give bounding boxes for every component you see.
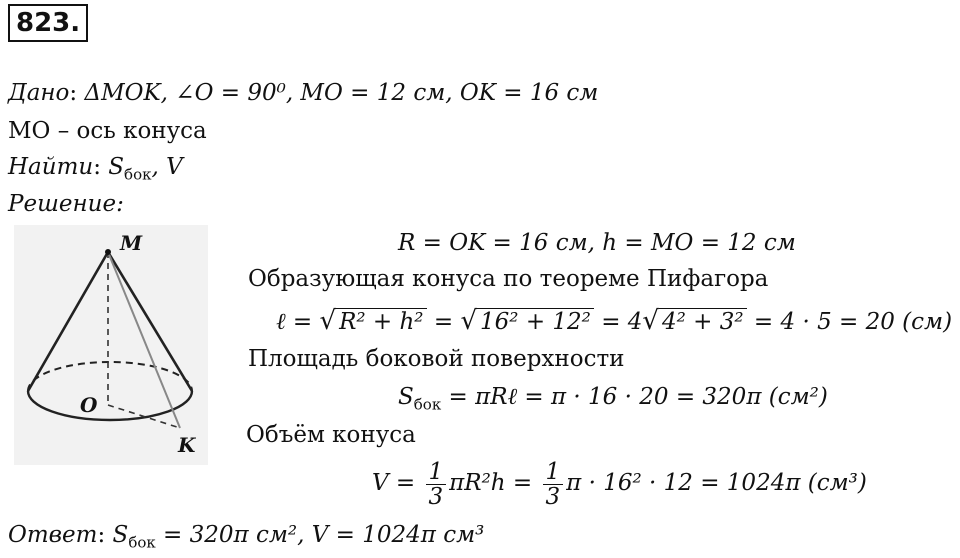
label-k: K	[178, 433, 196, 457]
generator-title: Образующая конуса по теореме Пифагора	[248, 266, 769, 292]
axis-line: MO – ось конуса	[8, 118, 207, 144]
volume-title: Объём конуса	[246, 422, 416, 448]
lateral-title: Площадь боковой поверхности	[248, 346, 625, 372]
given-label: Дано	[8, 80, 70, 106]
sqrt-1: R² + h²	[336, 308, 426, 335]
sqrt-sign-2: √	[460, 306, 478, 336]
find-line: Найти: $S_{бок}$, V	[8, 154, 183, 184]
cone-figure	[14, 225, 208, 465]
volume-formula: V = $\frac{1}{3}$ πR²h = $\frac{1}{3}$ π · 16² · 12 = 1024π (см³)	[372, 458, 867, 510]
answer-label: Ответ	[8, 522, 98, 548]
label-o: O	[80, 393, 98, 417]
find-rest: , V	[151, 154, 183, 180]
find-s: S	[108, 154, 125, 180]
solution-label: Решение:	[8, 191, 124, 217]
problem-number: 823.	[8, 4, 88, 42]
answer-line: Ответ: $S_{бок} = 320\pi$ см², V = 1024π см³	[8, 522, 485, 552]
find-label: Найти	[8, 154, 94, 180]
generator-formula: ℓ = √ R² + h² = √ 16² + 12² = 4√ 4² + 3² = 4 · 5 = 20 (см)	[276, 306, 953, 336]
sqrt-sign-3: √	[642, 306, 659, 336]
sqrt-2: 16² + 12²	[477, 308, 594, 335]
lateral-formula: $S_{бок}$ = πRℓ = π · 16 · 20 = 320π (см²)	[398, 384, 828, 414]
label-m: M	[120, 231, 143, 255]
sqrt-sign-1: √	[319, 306, 337, 336]
find-s-sub: бок	[124, 165, 152, 184]
fraction-1: $\frac{1}{3}$	[426, 460, 447, 509]
radius-height-line: R = OK = 16 см, h = MO = 12 см	[398, 230, 796, 256]
given-text: ΔMOK, ∠O = 90⁰, MO = 12 см, OK = 16 см	[84, 80, 599, 106]
cone-drawing	[14, 225, 208, 465]
given-line: Дано: ΔMOK, ∠O = 90⁰, MO = 12 см, OK = 16 см	[8, 80, 599, 106]
fraction-2: $\frac{1}{3}$	[543, 460, 564, 509]
sqrt-3: 4² + 3²	[659, 308, 747, 335]
